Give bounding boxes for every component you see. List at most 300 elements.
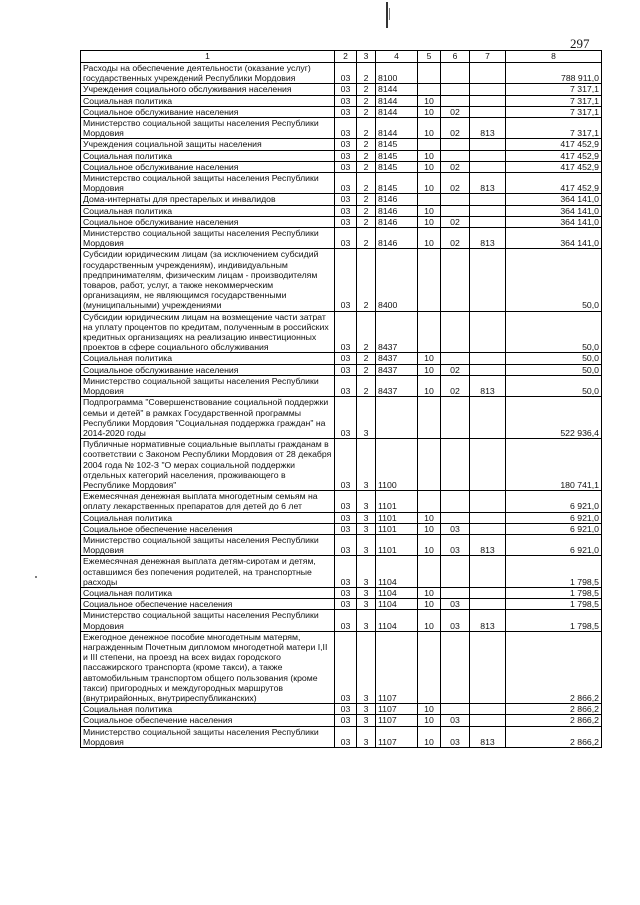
code-cell-2: 03 <box>335 95 357 106</box>
code-cell-6 <box>441 63 470 84</box>
table-row <box>81 534 602 555</box>
code-cell-2: 03 <box>335 150 357 161</box>
amount-cell: 364 141,0 <box>506 228 602 249</box>
code-cell-6 <box>441 631 470 703</box>
amount-cell: 50,0 <box>506 364 602 375</box>
table-row <box>81 63 602 84</box>
code-cell-7 <box>470 631 506 703</box>
amount-cell: 1 798,5 <box>506 556 602 588</box>
code-cell-6: 02 <box>441 216 470 227</box>
code-cell-4: 8400 <box>376 249 418 311</box>
code-cell-2: 03 <box>335 216 357 227</box>
code-cell-7 <box>470 95 506 106</box>
row-name-cell: Социальная политика <box>81 150 335 161</box>
code-cell-7 <box>470 587 506 598</box>
amount-cell: 2 866,2 <box>506 726 602 747</box>
row-name-cell: Министерство социальной защиты населения Республики Мордовия <box>81 726 335 747</box>
code-cell-7 <box>470 523 506 534</box>
row-name-cell: Социальная политика <box>81 704 335 715</box>
amount-cell: 180 741,1 <box>506 439 602 491</box>
code-cell-5: 10 <box>418 534 441 555</box>
amount-cell: 364 141,0 <box>506 216 602 227</box>
code-cell-3: 2 <box>357 84 376 95</box>
code-cell-7: 813 <box>470 726 506 747</box>
table-row <box>81 194 602 205</box>
code-cell-4: 1101 <box>376 512 418 523</box>
code-cell-6 <box>441 397 470 439</box>
row-name-cell: Социальная политика <box>81 205 335 216</box>
code-cell-5: 10 <box>418 610 441 631</box>
code-cell-2: 03 <box>335 84 357 95</box>
table-row <box>81 311 602 353</box>
amount-cell: 522 936,4 <box>506 397 602 439</box>
table-row <box>81 556 602 588</box>
code-cell-5: 10 <box>418 205 441 216</box>
table-row <box>81 610 602 631</box>
code-cell-6 <box>441 439 470 491</box>
table-row <box>81 249 602 311</box>
code-cell-4: 8437 <box>376 353 418 364</box>
amount-cell: 1 798,5 <box>506 587 602 598</box>
code-cell-5: 10 <box>418 599 441 610</box>
code-cell-5 <box>418 63 441 84</box>
code-cell-7 <box>470 364 506 375</box>
row-name-cell: Ежемесячная денежная выплата детям-сиротам и детям, оставшимся без попечения родителей, на транспортные расходы <box>81 556 335 588</box>
code-cell-4: 1101 <box>376 523 418 534</box>
code-cell-2: 03 <box>335 118 357 139</box>
table-row <box>81 439 602 491</box>
code-cell-4: 8144 <box>376 95 418 106</box>
code-cell-7: 813 <box>470 228 506 249</box>
code-cell-7 <box>470 161 506 172</box>
row-name-cell: Социальное обеспечение населения <box>81 599 335 610</box>
code-cell-2: 03 <box>335 249 357 311</box>
code-cell-7 <box>470 556 506 588</box>
code-cell-5: 10 <box>418 523 441 534</box>
code-cell-2: 03 <box>335 194 357 205</box>
amount-cell: 6 921,0 <box>506 512 602 523</box>
code-cell-7 <box>470 205 506 216</box>
code-cell-6 <box>441 84 470 95</box>
header-row <box>81 51 602 63</box>
column-header: 3 <box>357 51 376 63</box>
code-cell-5: 10 <box>418 375 441 396</box>
code-cell-3: 3 <box>357 599 376 610</box>
code-cell-7 <box>470 84 506 95</box>
code-cell-2: 03 <box>335 139 357 150</box>
code-cell-3: 2 <box>357 375 376 396</box>
code-cell-2: 03 <box>335 587 357 598</box>
amount-cell: 7 317,1 <box>506 106 602 117</box>
code-cell-2: 03 <box>335 228 357 249</box>
amount-cell: 50,0 <box>506 353 602 364</box>
code-cell-4: 8144 <box>376 84 418 95</box>
code-cell-6: 02 <box>441 106 470 117</box>
row-name-cell: Социальная политика <box>81 512 335 523</box>
code-cell-2: 03 <box>335 375 357 396</box>
code-cell-7: 813 <box>470 610 506 631</box>
table-row <box>81 523 602 534</box>
row-name-cell: Субсидии юридическим лицам на возмещение части затрат на уплату процентов по кредитам, полученным в российских кредитных организациях на реализацию инвестиционных проектов в сфере социального обслуживания <box>81 311 335 353</box>
code-cell-7 <box>470 150 506 161</box>
row-name-cell: Ежемесячная денежная выплата многодетным семьям на оплату лекарственных препаратов для детей до 6 лет <box>81 491 335 512</box>
table-row <box>81 150 602 161</box>
code-cell-4: 8145 <box>376 173 418 194</box>
code-cell-3: 2 <box>357 106 376 117</box>
amount-cell: 6 921,0 <box>506 491 602 512</box>
code-cell-4: 1107 <box>376 726 418 747</box>
code-cell-4: 8100 <box>376 63 418 84</box>
amount-cell: 6 921,0 <box>506 523 602 534</box>
code-cell-5 <box>418 556 441 588</box>
amount-cell: 2 866,2 <box>506 704 602 715</box>
row-name-cell: Министерство социальной защиты населения Республики Мордовия <box>81 534 335 555</box>
column-header: 5 <box>418 51 441 63</box>
code-cell-3: 2 <box>357 139 376 150</box>
amount-cell: 2 866,2 <box>506 631 602 703</box>
code-cell-3: 2 <box>357 249 376 311</box>
code-cell-6 <box>441 205 470 216</box>
row-name-cell: Подпрограмма "Совершенствование социальной поддержки семьи и детей" в рамках Государственной программы Республики Мордовия "Социальная поддержка граждан" на 2014-2020 годы <box>81 397 335 439</box>
code-cell-5: 10 <box>418 161 441 172</box>
code-cell-4: 8146 <box>376 216 418 227</box>
code-cell-4: 1107 <box>376 715 418 726</box>
row-name-cell: Социальное обеспечение населения <box>81 715 335 726</box>
code-cell-7 <box>470 139 506 150</box>
code-cell-2: 03 <box>335 610 357 631</box>
code-cell-6 <box>441 587 470 598</box>
code-cell-6 <box>441 95 470 106</box>
code-cell-3: 3 <box>357 512 376 523</box>
row-name-cell: Ежегодное денежное пособие многодетным матерям, награжденным Почетным дипломом многодетной матери I,II и III степени, на проезд на всех видах городского пассажирского транспорта (кроме такси), а также автомобильным транспортом общего пользования (кроме такси) пригородных и междугородных маршрутов (внутрирайонных, внутриреспубликанских) <box>81 631 335 703</box>
code-cell-5: 10 <box>418 118 441 139</box>
code-cell-6: 03 <box>441 610 470 631</box>
scan-dot <box>35 576 37 578</box>
row-name-cell: Социальное обеспечение населения <box>81 523 335 534</box>
code-cell-3: 2 <box>357 311 376 353</box>
code-cell-2: 03 <box>335 523 357 534</box>
code-cell-6 <box>441 491 470 512</box>
table-row <box>81 106 602 117</box>
code-cell-3: 2 <box>357 194 376 205</box>
table-row <box>81 587 602 598</box>
code-cell-6: 02 <box>441 364 470 375</box>
table-body <box>81 63 602 748</box>
code-cell-2: 03 <box>335 631 357 703</box>
code-cell-3: 3 <box>357 610 376 631</box>
code-cell-7 <box>470 63 506 84</box>
table-row <box>81 512 602 523</box>
code-cell-4: 1101 <box>376 534 418 555</box>
code-cell-3: 3 <box>357 715 376 726</box>
code-cell-6 <box>441 249 470 311</box>
code-cell-6 <box>441 139 470 150</box>
table-row <box>81 353 602 364</box>
code-cell-5 <box>418 139 441 150</box>
column-header: 1 <box>81 51 335 63</box>
binding-mark <box>386 2 388 28</box>
column-header: 4 <box>376 51 418 63</box>
code-cell-7 <box>470 353 506 364</box>
code-cell-7 <box>470 106 506 117</box>
amount-cell: 6 921,0 <box>506 534 602 555</box>
code-cell-6 <box>441 512 470 523</box>
code-cell-4: 8146 <box>376 205 418 216</box>
code-cell-3: 3 <box>357 534 376 555</box>
page-number: 297 <box>570 36 590 51</box>
code-cell-2: 03 <box>335 512 357 523</box>
code-cell-7 <box>470 715 506 726</box>
code-cell-2: 03 <box>335 205 357 216</box>
code-cell-3: 2 <box>357 228 376 249</box>
code-cell-2: 03 <box>335 556 357 588</box>
code-cell-2: 03 <box>335 106 357 117</box>
code-cell-5: 10 <box>418 715 441 726</box>
amount-cell: 417 452,9 <box>506 150 602 161</box>
table-row <box>81 161 602 172</box>
code-cell-5: 10 <box>418 150 441 161</box>
amount-cell: 788 911,0 <box>506 63 602 84</box>
amount-cell: 7 317,1 <box>506 95 602 106</box>
table-row <box>81 397 602 439</box>
table-row <box>81 726 602 747</box>
code-cell-6: 03 <box>441 523 470 534</box>
code-cell-3: 2 <box>357 353 376 364</box>
row-name-cell: Министерство социальной защиты населения Республики Мордовия <box>81 173 335 194</box>
amount-cell: 2 866,2 <box>506 715 602 726</box>
code-cell-2: 03 <box>335 397 357 439</box>
code-cell-5 <box>418 249 441 311</box>
code-cell-4 <box>376 397 418 439</box>
table-row <box>81 118 602 139</box>
code-cell-4: 1104 <box>376 556 418 588</box>
table-row <box>81 491 602 512</box>
code-cell-7 <box>470 491 506 512</box>
code-cell-3: 3 <box>357 523 376 534</box>
code-cell-2: 03 <box>335 534 357 555</box>
amount-cell: 364 141,0 <box>506 194 602 205</box>
code-cell-5 <box>418 194 441 205</box>
code-cell-7 <box>470 439 506 491</box>
code-cell-3: 3 <box>357 397 376 439</box>
code-cell-5 <box>418 84 441 95</box>
table-row <box>81 704 602 715</box>
code-cell-4: 1104 <box>376 610 418 631</box>
amount-cell: 7 317,1 <box>506 84 602 95</box>
code-cell-4: 8144 <box>376 118 418 139</box>
code-cell-5 <box>418 439 441 491</box>
amount-cell: 1 798,5 <box>506 610 602 631</box>
code-cell-6: 03 <box>441 715 470 726</box>
code-cell-3: 3 <box>357 726 376 747</box>
amount-cell: 1 798,5 <box>506 599 602 610</box>
row-name-cell: Социальная политика <box>81 587 335 598</box>
amount-cell: 50,0 <box>506 311 602 353</box>
code-cell-2: 03 <box>335 599 357 610</box>
code-cell-5 <box>418 491 441 512</box>
code-cell-7 <box>470 311 506 353</box>
row-name-cell: Публичные нормативные социальные выплаты гражданам в соответствии с Законом Республики Мордовия от 28 декабря 2004 года № 102-З "О мерах социальной поддержки отдельных категорий населения, проживающего в Республике Мордовия" <box>81 439 335 491</box>
code-cell-4: 8437 <box>376 375 418 396</box>
code-cell-4: 1100 <box>376 439 418 491</box>
code-cell-7 <box>470 194 506 205</box>
code-cell-5: 10 <box>418 173 441 194</box>
code-cell-4: 8146 <box>376 228 418 249</box>
amount-cell: 7 317,1 <box>506 118 602 139</box>
table-row <box>81 84 602 95</box>
code-cell-5: 10 <box>418 106 441 117</box>
table-row <box>81 139 602 150</box>
code-cell-3: 3 <box>357 704 376 715</box>
code-cell-3: 2 <box>357 173 376 194</box>
code-cell-2: 03 <box>335 726 357 747</box>
code-cell-6 <box>441 556 470 588</box>
table-row <box>81 95 602 106</box>
code-cell-4: 8144 <box>376 106 418 117</box>
code-cell-3: 2 <box>357 118 376 139</box>
row-name-cell: Дома-интернаты для престарелых и инвалидов <box>81 194 335 205</box>
code-cell-7 <box>470 512 506 523</box>
row-name-cell: Учреждения социального обслуживания населения <box>81 84 335 95</box>
table-row <box>81 173 602 194</box>
code-cell-5: 10 <box>418 704 441 715</box>
code-cell-2: 03 <box>335 353 357 364</box>
code-cell-5 <box>418 397 441 439</box>
amount-cell: 417 452,9 <box>506 161 602 172</box>
code-cell-5 <box>418 631 441 703</box>
amount-cell: 417 452,9 <box>506 139 602 150</box>
code-cell-6 <box>441 311 470 353</box>
code-cell-4: 1107 <box>376 631 418 703</box>
code-cell-7: 813 <box>470 118 506 139</box>
code-cell-3: 2 <box>357 95 376 106</box>
code-cell-4: 8146 <box>376 194 418 205</box>
code-cell-5: 10 <box>418 587 441 598</box>
code-cell-5: 10 <box>418 216 441 227</box>
amount-cell: 417 452,9 <box>506 173 602 194</box>
column-header: 8 <box>506 51 602 63</box>
code-cell-7: 813 <box>470 534 506 555</box>
code-cell-3: 3 <box>357 491 376 512</box>
code-cell-6: 02 <box>441 173 470 194</box>
code-cell-7 <box>470 599 506 610</box>
row-name-cell: Социальное обслуживание населения <box>81 216 335 227</box>
table-row <box>81 364 602 375</box>
code-cell-4: 1104 <box>376 587 418 598</box>
code-cell-5: 10 <box>418 95 441 106</box>
code-cell-7: 813 <box>470 173 506 194</box>
code-cell-3: 3 <box>357 439 376 491</box>
code-cell-4: 8145 <box>376 161 418 172</box>
budget-table <box>80 50 602 748</box>
column-header: 6 <box>441 51 470 63</box>
code-cell-2: 03 <box>335 439 357 491</box>
table-row <box>81 631 602 703</box>
row-name-cell: Министерство социальной защиты населения Республики Мордовия <box>81 375 335 396</box>
row-name-cell: Министерство социальной защиты населения Республики Мордовия <box>81 118 335 139</box>
code-cell-2: 03 <box>335 63 357 84</box>
code-cell-5: 10 <box>418 364 441 375</box>
amount-cell: 364 141,0 <box>506 205 602 216</box>
code-cell-7 <box>470 216 506 227</box>
table-row <box>81 715 602 726</box>
code-cell-2: 03 <box>335 704 357 715</box>
code-cell-2: 03 <box>335 715 357 726</box>
row-name-cell: Социальная политика <box>81 353 335 364</box>
code-cell-6 <box>441 353 470 364</box>
code-cell-6: 03 <box>441 726 470 747</box>
row-name-cell: Министерство социальной защиты населения Республики Мордовия <box>81 228 335 249</box>
code-cell-2: 03 <box>335 173 357 194</box>
code-cell-3: 3 <box>357 587 376 598</box>
code-cell-2: 03 <box>335 161 357 172</box>
code-cell-2: 03 <box>335 364 357 375</box>
code-cell-5 <box>418 311 441 353</box>
code-cell-6: 02 <box>441 118 470 139</box>
code-cell-5: 10 <box>418 512 441 523</box>
code-cell-6 <box>441 704 470 715</box>
code-cell-3: 2 <box>357 63 376 84</box>
amount-cell: 50,0 <box>506 375 602 396</box>
row-name-cell: Социальная политика <box>81 95 335 106</box>
table-row <box>81 216 602 227</box>
code-cell-3: 3 <box>357 631 376 703</box>
code-cell-6 <box>441 194 470 205</box>
code-cell-6 <box>441 150 470 161</box>
code-cell-4: 1101 <box>376 491 418 512</box>
code-cell-7 <box>470 704 506 715</box>
table-row <box>81 599 602 610</box>
code-cell-2: 03 <box>335 491 357 512</box>
column-header: 2 <box>335 51 357 63</box>
row-name-cell: Социальное обслуживание населения <box>81 161 335 172</box>
code-cell-4: 8437 <box>376 311 418 353</box>
code-cell-3: 3 <box>357 556 376 588</box>
code-cell-4: 1104 <box>376 599 418 610</box>
row-name-cell: Социальное обслуживание населения <box>81 364 335 375</box>
code-cell-4: 8145 <box>376 139 418 150</box>
code-cell-3: 2 <box>357 216 376 227</box>
code-cell-7: 813 <box>470 375 506 396</box>
code-cell-4: 8437 <box>376 364 418 375</box>
code-cell-3: 2 <box>357 150 376 161</box>
row-name-cell: Расходы на обеспечение деятельности (оказание услуг) государственных учреждений Республики Мордовия <box>81 63 335 84</box>
row-name-cell: Министерство социальной защиты населения Республики Мордовия <box>81 610 335 631</box>
code-cell-6: 03 <box>441 534 470 555</box>
code-cell-6: 02 <box>441 161 470 172</box>
table-header <box>81 51 602 63</box>
row-name-cell: Социальное обслуживание населения <box>81 106 335 117</box>
row-name-cell: Учреждения социальной защиты населения <box>81 139 335 150</box>
row-name-cell: Субсидии юридическим лицам (за исключением субсидий государственным учреждениям), индивидуальным предпринимателям, физическим лицам - производителям товаров, работ, услуг, а также некоммерческим организациям, не являющимся государственными (муниципальными) учреждениями <box>81 249 335 311</box>
code-cell-3: 2 <box>357 205 376 216</box>
table-row <box>81 205 602 216</box>
code-cell-6: 02 <box>441 375 470 396</box>
table-row <box>81 375 602 396</box>
code-cell-3: 2 <box>357 364 376 375</box>
code-cell-2: 03 <box>335 311 357 353</box>
code-cell-4: 8145 <box>376 150 418 161</box>
amount-cell: 50,0 <box>506 249 602 311</box>
column-header: 7 <box>470 51 506 63</box>
table-row <box>81 228 602 249</box>
code-cell-4: 1107 <box>376 704 418 715</box>
code-cell-7 <box>470 249 506 311</box>
code-cell-3: 2 <box>357 161 376 172</box>
code-cell-6: 03 <box>441 599 470 610</box>
code-cell-5: 10 <box>418 726 441 747</box>
code-cell-5: 10 <box>418 353 441 364</box>
